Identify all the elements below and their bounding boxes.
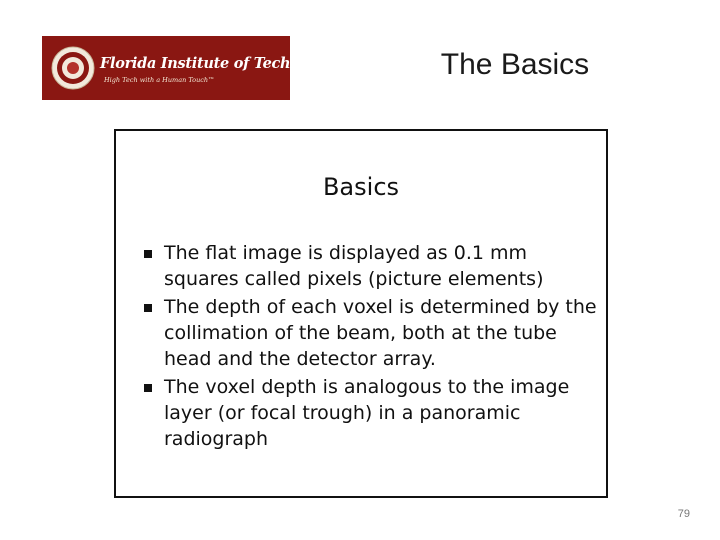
bullet-text: The flat image is displayed as 0.1 mm squares called pixels (picture elements) — [164, 242, 544, 290]
university-seal-icon — [51, 46, 95, 90]
bullet-text: The voxel depth is analogous to the image layer (or focal trough) in a panoramic radiograph — [164, 376, 570, 450]
bullet-item — [140, 240, 600, 292]
bullet-square-icon — [144, 304, 152, 312]
content-title: Basics — [322, 173, 400, 201]
page-number: 79 — [677, 508, 690, 520]
logo-name: Florida Institute of Technology — [100, 55, 343, 72]
bullet-list — [140, 240, 600, 454]
bullet-item — [140, 374, 600, 452]
bullet-square-icon — [144, 250, 152, 258]
content-image-frame — [114, 129, 608, 498]
bullet-text: The depth of each voxel is determined by the collimation of the beam, both at the tube head and the detector array. — [164, 296, 597, 370]
bullet-item — [140, 294, 600, 372]
bullet-square-icon — [144, 384, 152, 392]
slide-title: The Basics — [440, 48, 590, 81]
university-logo — [42, 36, 343, 100]
logo-tagline: High Tech with a Human Touch™ — [104, 76, 215, 84]
